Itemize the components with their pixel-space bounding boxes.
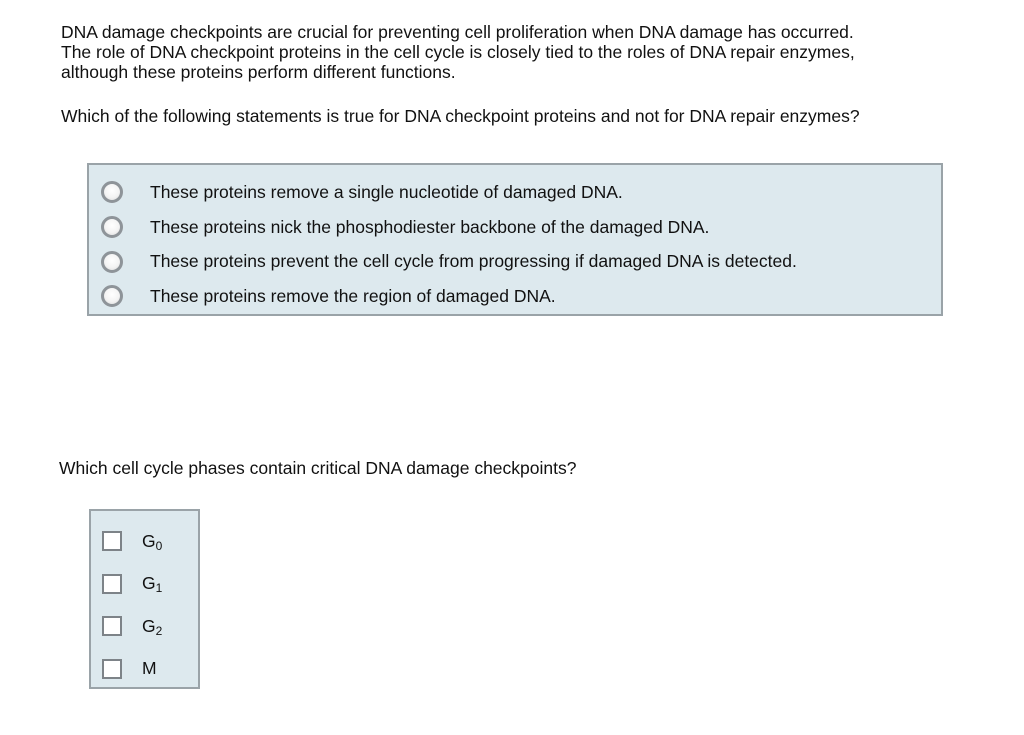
question-2-option[interactable] — [91, 520, 198, 563]
phase-letter: G — [142, 615, 156, 636]
option-label — [142, 573, 162, 594]
question-1-option[interactable] — [89, 175, 941, 210]
option-label — [142, 531, 162, 552]
question-2-prompt: Which cell cycle phases contain critical DNA damage checkpoints? — [59, 458, 577, 478]
question-1-prompt: Which of the following statements is true for DNA checkpoint proteins and not for DNA repair enzymes? — [61, 106, 860, 126]
phase-subscript: 2 — [155, 623, 163, 638]
option-label — [142, 616, 162, 637]
phase-letter: G — [142, 530, 156, 551]
question-2-option[interactable] — [91, 563, 198, 606]
question-1-option[interactable] — [89, 279, 941, 314]
phase-letter: G — [142, 573, 156, 594]
phase-subscript: 0 — [155, 538, 163, 553]
radio-button-icon[interactable] — [101, 181, 123, 203]
question-2-choices — [89, 509, 200, 689]
question-1-option[interactable] — [89, 244, 941, 279]
radio-button-icon[interactable] — [101, 285, 123, 307]
checkbox-icon[interactable] — [102, 616, 122, 636]
checkbox-icon[interactable] — [102, 659, 122, 679]
question-2-option[interactable] — [91, 648, 198, 691]
question-1-choices — [87, 163, 943, 316]
option-label: These proteins remove a single nucleotide of damaged DNA. — [150, 181, 623, 202]
intro-paragraph — [61, 22, 1021, 82]
checkbox-icon[interactable] — [102, 574, 122, 594]
phase-subscript: 1 — [155, 581, 163, 596]
radio-button-icon[interactable] — [101, 216, 123, 238]
intro-line: DNA damage checkpoints are crucial for preventing cell proliferation when DNA damage has occurred. — [61, 22, 854, 42]
question-2-option[interactable] — [91, 605, 198, 648]
question-1-option[interactable] — [89, 210, 941, 245]
intro-line: The role of DNA checkpoint proteins in the cell cycle is closely tied to the roles of DNA repair enzymes, — [61, 42, 855, 62]
checkbox-icon[interactable] — [102, 531, 122, 551]
phase-letter: M — [142, 658, 157, 679]
option-label: These proteins prevent the cell cycle from progressing if damaged DNA is detected. — [150, 251, 797, 272]
option-label: These proteins nick the phosphodiester backbone of the damaged DNA. — [150, 216, 710, 237]
radio-button-icon[interactable] — [101, 251, 123, 273]
intro-line: although these proteins perform different functions. — [61, 62, 456, 82]
option-label — [142, 658, 157, 679]
option-label: These proteins remove the region of damaged DNA. — [150, 285, 556, 306]
